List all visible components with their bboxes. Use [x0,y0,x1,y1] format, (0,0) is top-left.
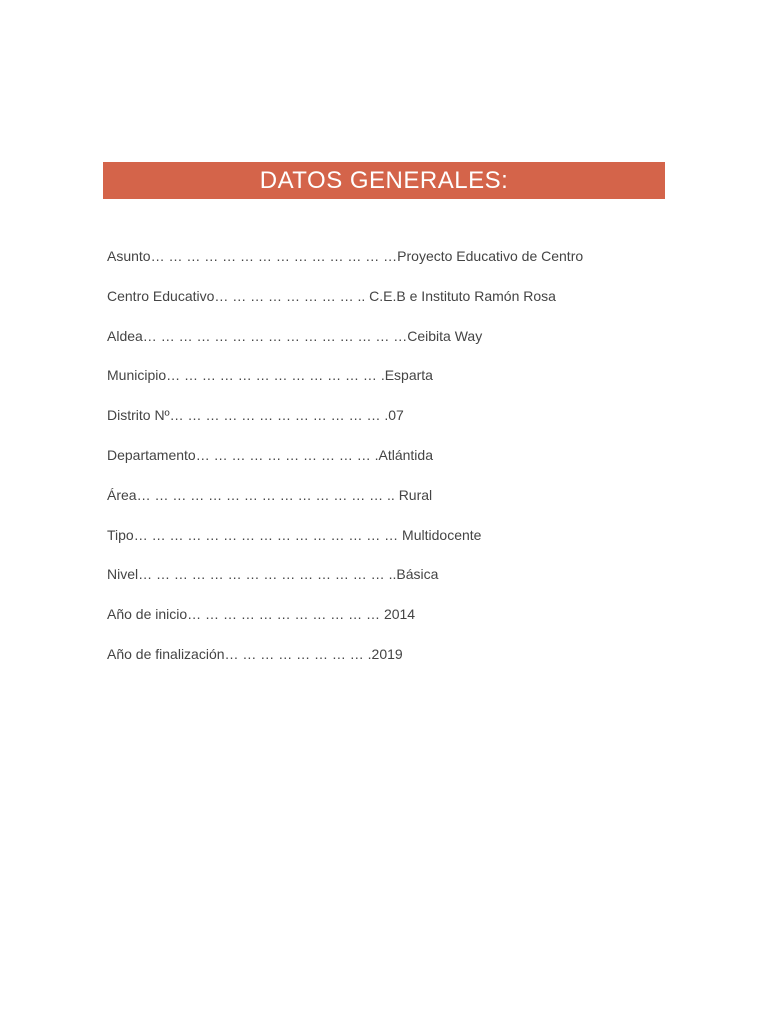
field-distrito: Distrito Nº… … … … … … … … … … … … .07 [107,407,404,424]
field-ano-finalizacion: Año de finalización… … … … … … … … .2019 [107,645,403,662]
general-data-list [107,247,707,685]
page-title: DATOS GENERALES: [259,166,509,194]
field-municipio: Municipio… … … … … … … … … … … … .Esparta [107,367,433,384]
field-tipo: Tipo… … … … … … … … … … … … … … … Multidocente [107,526,482,543]
field-nivel: Nivel… … … … … … … … … … … … … … ..Básica [107,566,439,583]
field-asunto: Asunto… … … … … … … … … … … … … …Proyecto Educativo de Centro [107,248,584,264]
field-aldea: Aldea… … … … … … … … … … … … … … …Ceibita Way [107,327,483,344]
field-centro-educativo: Centro Educativo… … … … … … … … .. C.E.B e Instituto Ramón Rosa [107,287,556,304]
field-ano-inicio: Año de inicio… … … … … … … … … … … 2014 [107,606,416,623]
field-departamento: Departamento… … … … … … … … … … .Atlántida [107,446,433,463]
header-banner [103,162,665,199]
field-area: Área… … … … … … … … … … … … … … .. Rural [107,486,433,503]
